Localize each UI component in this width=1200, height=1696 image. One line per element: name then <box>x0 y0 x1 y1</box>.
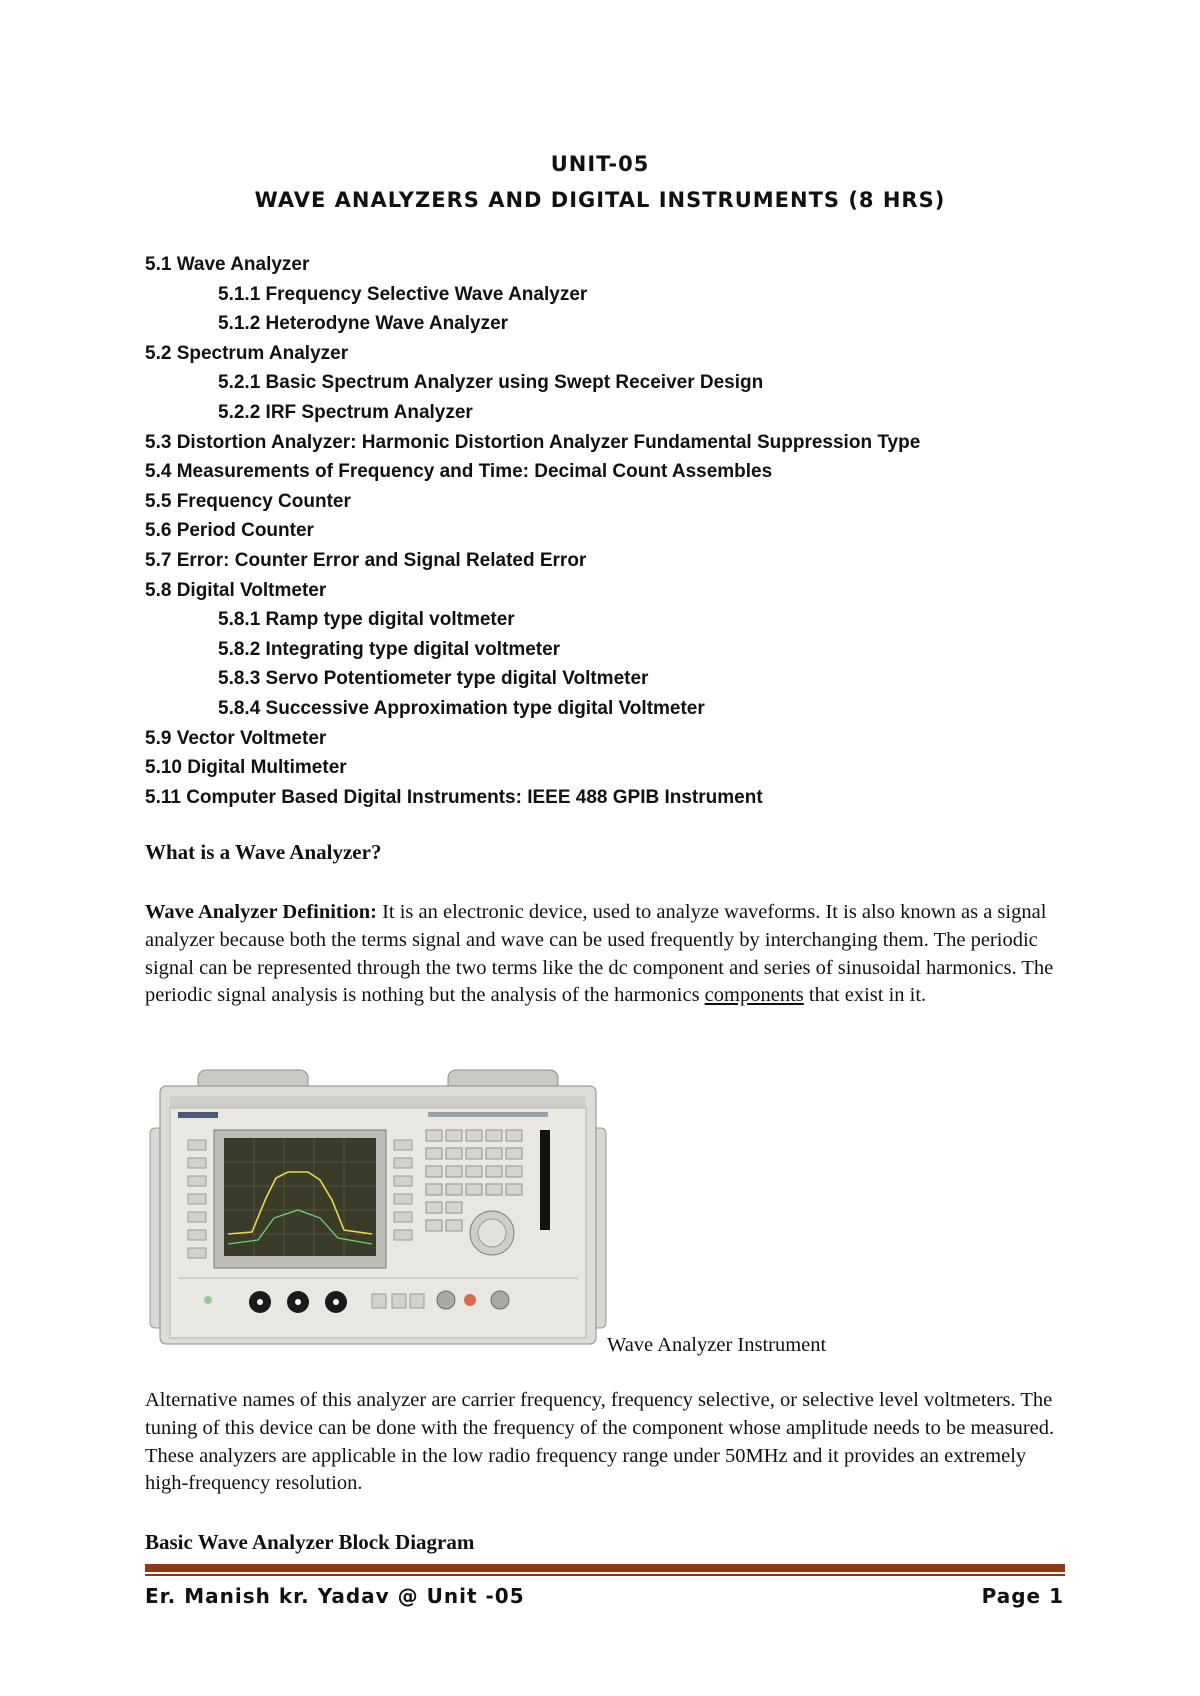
toc-item: 5.8.4 Successive Approximation type digital Voltmeter <box>218 697 705 719</box>
definition-text: It is an electronic device, used to analyze waveforms. It is also known as a signal analyzer because both the terms signal and wave can be used frequently by interchanging them. The periodic signal can be represented through the two terms like the dc component and series of sinusoidal harmonics. The periodic signal analysis is nothing but the analysis of the harmonics <box>145 901 1054 1007</box>
question-heading: What is a Wave Analyzer? <box>145 840 382 864</box>
footer-rule <box>145 1564 1065 1572</box>
unit-title: WAVE ANALYZERS AND DIGITAL INSTRUMENTS (8 HRS) <box>254 188 946 212</box>
definition-paragraph <box>145 899 1065 1010</box>
toc-item: 5.3 Distortion Analyzer: Harmonic Distortion Analyzer Fundamental Suppression Type <box>145 431 921 453</box>
definition-label: Wave Analyzer Definition: <box>145 901 377 923</box>
unit-number: UNIT-05 <box>550 152 650 176</box>
footer-author: Er. Manish kr. Yadav @ Unit -05 <box>145 1584 525 1608</box>
toc-item: 5.1.2 Heterodyne Wave Analyzer <box>218 313 509 335</box>
toc-item: 5.8 Digital Voltmeter <box>145 579 327 601</box>
toc-item: 5.5 Frequency Counter <box>145 490 351 512</box>
footer-rule-thin <box>145 1574 1065 1576</box>
block-diagram-heading: Basic Wave Analyzer Block Diagram <box>145 1530 475 1554</box>
toc-item: 5.9 Vector Voltmeter <box>145 727 327 749</box>
toc-item: 5.2.2 IRF Spectrum Analyzer <box>218 401 473 423</box>
toc-item: 5.7 Error: Counter Error and Signal Related Error <box>145 549 587 571</box>
toc-item: 5.10 Digital Multimeter <box>145 757 347 779</box>
toc-item: 5.1.1 Frequency Selective Wave Analyzer <box>218 283 588 305</box>
definition-text-end: that exist in it. <box>803 984 927 1007</box>
toc-item: 5.2 Spectrum Analyzer <box>145 342 349 364</box>
toc-item: 5.2.1 Basic Spectrum Analyzer using Swept Receiver Design <box>218 372 764 394</box>
underlined-word: components <box>704 984 804 1007</box>
wave-analyzer-instrument-photo <box>148 1068 608 1348</box>
alternative-names-paragraph: Alternative names of this analyzer are carrier frequency, frequency selective, or selective level voltmeters. The tuning of this device can be done with the frequency of the component whose amplitude needs to be measured. These analyzers are applicable in the low radio frequency range under 50MHz and it provides an extremely high-frequency resolution. <box>145 1389 1055 1495</box>
toc-item: 5.6 Period Counter <box>145 520 314 542</box>
table-of-contents <box>145 250 1125 812</box>
footer-page-number: Page 1 <box>981 1584 1064 1608</box>
toc-item: 5.8.3 Servo Potentiometer type digital Voltmeter <box>218 668 649 690</box>
toc-item: 5.8.2 Integrating type digital voltmeter <box>218 638 561 660</box>
toc-item: 5.11 Computer Based Digital Instruments: IEEE 488 GPIB Instrument <box>145 786 763 808</box>
toc-item: 5.8.1 Ramp type digital voltmeter <box>218 609 515 631</box>
toc-item: 5.1 Wave Analyzer <box>145 254 310 275</box>
figure-caption: Wave Analyzer Instrument <box>607 1334 827 1356</box>
toc-item: 5.4 Measurements of Frequency and Time: Decimal Count Assembles <box>145 461 773 483</box>
